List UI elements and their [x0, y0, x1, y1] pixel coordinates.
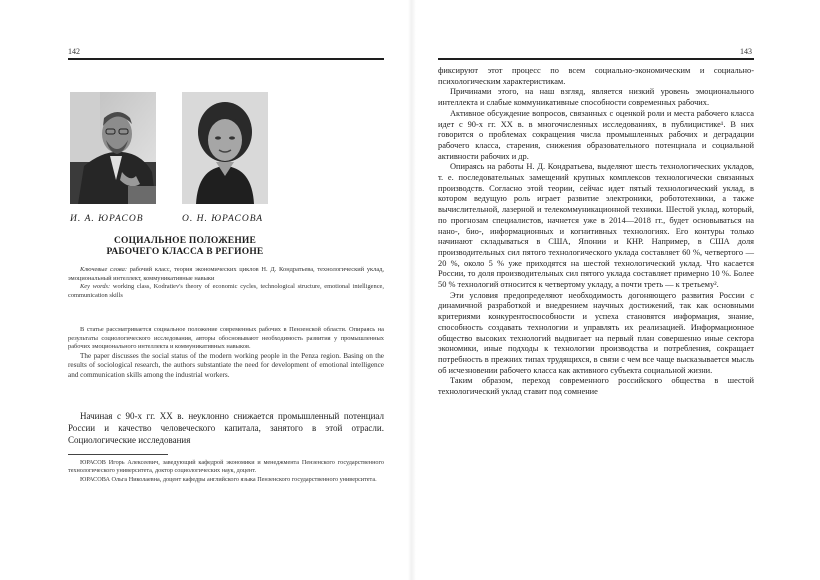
footnotes [68, 459, 384, 484]
page-number-left: 142 [68, 47, 80, 56]
footnote-rule [68, 454, 168, 455]
author-name-1: И. А. ЮРАСОВ [70, 214, 144, 224]
author-name-2: О. Н. ЮРАСОВА [182, 214, 264, 224]
keywords-ru: рабочий класс, теория экономических циклов Н. Д. Кондратьева, технологический уклад, эмоциональный интеллект, коммуникативные навыки [68, 266, 384, 282]
keywords-en: working class, Kodratiev's theory of economic cycles, technological structure, emotional intelligence, communication skills [68, 283, 384, 299]
book-gutter [408, 0, 416, 580]
header-rule-left [68, 58, 384, 60]
intro-paragraph-block [68, 410, 384, 446]
footnote-author-1: ЮРАСОВ Игорь Алексеевич, заведующий кафедрой экономики и менеджмента Пензенского государственного технологического университета, доктор социологических наук, доцент. [68, 459, 384, 475]
header-rule-right [438, 58, 754, 60]
footnote-author-2: ЮРАСОВА Ольга Николаевна, доцент кафедры английского языка Пензенского государственного университета. [80, 475, 377, 483]
article-title-line-2: РАБОЧЕГО КЛАССА В РЕГИОНЕ [106, 247, 264, 257]
paragraph-1: фиксируют этот процесс по всем социально-экономическим и социально-психологическим характеристикам. [438, 66, 754, 86]
keywords-en-label: Key words: [80, 283, 111, 291]
right-page-text [438, 66, 754, 398]
paragraph-4: Опираясь на работы Н. Д. Кондратьева, выделяют шесть технологических укладов, т. е. последовательных замещений крупных комплексов технологически связанных производств. Согласно этой теории, сейчас идет пятый технологический уклад, в котором ведущую роль играет развитие электроники, робототехники, а также вычислительной, лазерной и телекоммуникационной техники. Шестой уклад, который, по прогнозам специалистов, начнется уже в 2014—2018 гг., будет основываться на нано-, био-, информационных и когнитивных технологиях. Его контуры только начинают складываться в США, Японии и КНР. Например, в США доля производительных сил пятого технологического уклада составляет 60 %, четвертого — 20 %, около 5 % уже приходятся на шестой технологический уклад. Что касается России, то доля производительных сил пятого уклада составляет примерно 10 %. Более 50 % технологий относится к четвертому укладу, а почти треть — к третьему². [438, 162, 754, 290]
article-title [90, 236, 280, 258]
portrait-woman-icon [182, 92, 268, 204]
paragraph-6: Таким образом, переход современного российского общества в шестой технологический уклад ставит под сомнение [438, 376, 754, 397]
paragraph-5: Эти условия предопределяют необходимость догоняющего развития России с динамичной разработкой и внедрением научных достижений, так как основными критериями конкурентоспособности и успеха становятся информация, знание, способность создавать технологии и управлять их реализацией. Информационное общество высоких технологий выдвигает на первый план совершенно иные сектора экономики, иные подходы к технологии производства и потребления, сокращает потребность в прежних типах трудящихся, в связи с чем все чаще высказывается мысль об исчезновении рабочего класса как активного субъекта социальной жизни. [438, 290, 754, 375]
abstract-ru: В статье рассматривается социальное положение современных рабочих в Пензенской области. Опираясь на результаты социологического исследования, авторы обосновывают необходимость развития у промышленных рабочих эмоционального интеллекта и коммуникативных навыков. [68, 326, 384, 351]
article-title-line-1: СОЦИАЛЬНОЕ ПОЛОЖЕНИЕ [113, 236, 257, 246]
keywords-ru-label: Ключевые слова: [80, 266, 127, 273]
keywords-block [68, 266, 384, 300]
intro-paragraph: Начиная с 90-х гг. XX в. неуклонно снижается промышленный потенциал России и качество человеческого капитала, занятого в этой отрасли. Социологические исследования [68, 411, 384, 445]
paragraph-2: Причинами этого, на наш взгляд, является низкий уровень эмоционального интеллекта и слабые коммуникативные способности современных рабочих. [438, 87, 754, 108]
page-number-right: 143 [740, 47, 752, 56]
portrait-man-icon [70, 92, 156, 204]
abstract-en: The paper discusses the social status of the modern working people in the Penza region. Basing on the results of sociological research, the authors substantiate the need for development of emotional intelligence and communication skills among the industrial workers. [68, 351, 384, 379]
author-photo-woman [182, 92, 268, 204]
abstract-block [68, 326, 384, 381]
author-photo-man [70, 92, 156, 204]
paragraph-3: Активное обсуждение вопросов, связанных с оценкой роли и места рабочего класса идет с 90-х гг. XX в. в многочисленных исследованиях, в публицистике¹. В них говорится о проблемах сокращения числа промышленных рабочих и деградации рабочего класса, старения, снижения образовательного потенциала и социальной активности рабочих и др. [438, 108, 754, 161]
